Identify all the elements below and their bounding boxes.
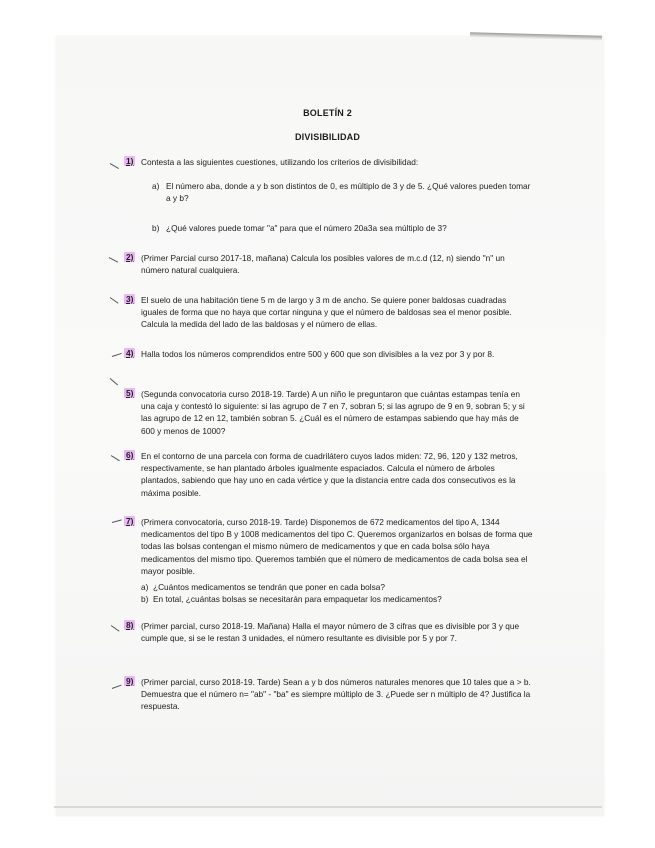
exercise-number: 4): [126, 348, 134, 358]
exercise-9-text: (Primer parcial, curso 2018-19. Tarde) Sean a y b dos números naturales menores que 10 tales que a > b. Demuestra que el número n= "ab" - "ba" es siempre múltiplo de 3. ¿Puede ser n múltiplo de 4? Justifica la respuesta.: [141, 677, 531, 712]
exercise-5-text: (Segunda convocatoria curso 2018-19. Tarde) A un niño le preguntaron que cuántas estampas tenía en una caja y contestó lo siguiente: si las agrupo de 7 en 7, sobran 5; si las agrupo de 9 en 9, sobran 5; y si las agrupo de 12 en 12, también sobran 5. ¿Cuál es el número de estampas sabiendo que hay más de 600 y menos de 1000?: [141, 389, 525, 436]
exercise-number: 9): [126, 676, 134, 686]
exercise-2-text: (Primer Parcial curso 2017-18, mañana) Calcula los posibles valores de m.c.d (12, n) siendo "n" un número natural cualquiera.: [141, 253, 505, 276]
exercise-7-text: (Primera convocatoria, curso 2018-19. Tarde) Disponemos de 672 medicamentos del tipo A, 1344 medicamentos del tipo B y 1008 medicamentos del tipo C. Queremos organizarlos en bolsas de forma que todas las bolsas contengan el mismo número de medicamentos y que en cada bolsa sólo haya medicamentos del mismo tipo. Queremos también que el número de medicamentos de cada bolsa sea el mayor posible.: [141, 517, 533, 576]
exercise-4-text: Halla todos los números comprendidos entre 500 y 600 que son divisibles a la vez por 3 y por 8.: [141, 349, 495, 359]
exercise-1b-label: b): [152, 223, 160, 233]
exercise-1b-text: ¿Qué valores puede tomar "a" para que el número 20a3a sea múltiplo de 3?: [166, 223, 447, 233]
exercise-number: 7): [126, 516, 134, 526]
exercise-1-text: Contesta a las siguientes cuestiones, utilizando los criterios de divisibilidad:: [141, 157, 419, 167]
exercise-7a-text: ¿Cuántos medicamentos se tendrán que poner en cada bolsa?: [153, 582, 386, 592]
exercise-number: 1): [126, 156, 134, 166]
exercise-1a-label: a): [152, 181, 160, 191]
paper-bottom-edge: [54, 806, 602, 808]
exercise-number: 3): [126, 294, 134, 304]
exercise-8-text: (Primer parcial, curso 2018-19. Mañana) Halla el mayor número de 3 cifras que es divisible por 3 y que cumple que, si se le restan 3 unidades, el número resultante es divisible por 5 y por 7.: [141, 621, 520, 644]
exercise-3-text: El suelo de una habitación tiene 5 m de largo y 3 m de ancho. Se quiere poner baldosas cuadradas iguales de forma que no haya que cortar ninguna y que el número de baldosas sea el menor posible. Calcula la medida del lado de las baldosas y el número de ellas.: [141, 295, 512, 330]
exercise-7b-label: b): [141, 594, 149, 604]
exercise-number: 2): [126, 252, 134, 262]
document-subtitle: DIVISIBILIDAD: [294, 132, 361, 142]
exercise-7a-label: a): [141, 582, 149, 592]
document-title: BOLETÍN 2: [303, 108, 352, 118]
exercise-number: 6): [126, 450, 134, 460]
exercise-number: 8): [126, 620, 134, 630]
exercise-7b-text: En total, ¿cuántas bolsas se necesitarán para empaquetar los medicamentos?: [153, 594, 442, 604]
exercise-number: 5): [126, 388, 134, 398]
exercise-6-text: En el contorno de una parcela con forma de cuadrilátero cuyos lados miden: 72, 96, 120 y 132 metros, respectivamente, se han plantado árboles igualmente espaciados. Calcula el número de árboles plantados, sabiendo que hay uno en cada vértice y que la distancia entre cada dos consecutivos es la máxima posible.: [141, 451, 518, 498]
exercise-1a-text: El número aba, donde a y b son distintos de 0, es múltiplo de 3 y de 5. ¿Qué valores pueden tomar a y b?: [166, 181, 531, 204]
